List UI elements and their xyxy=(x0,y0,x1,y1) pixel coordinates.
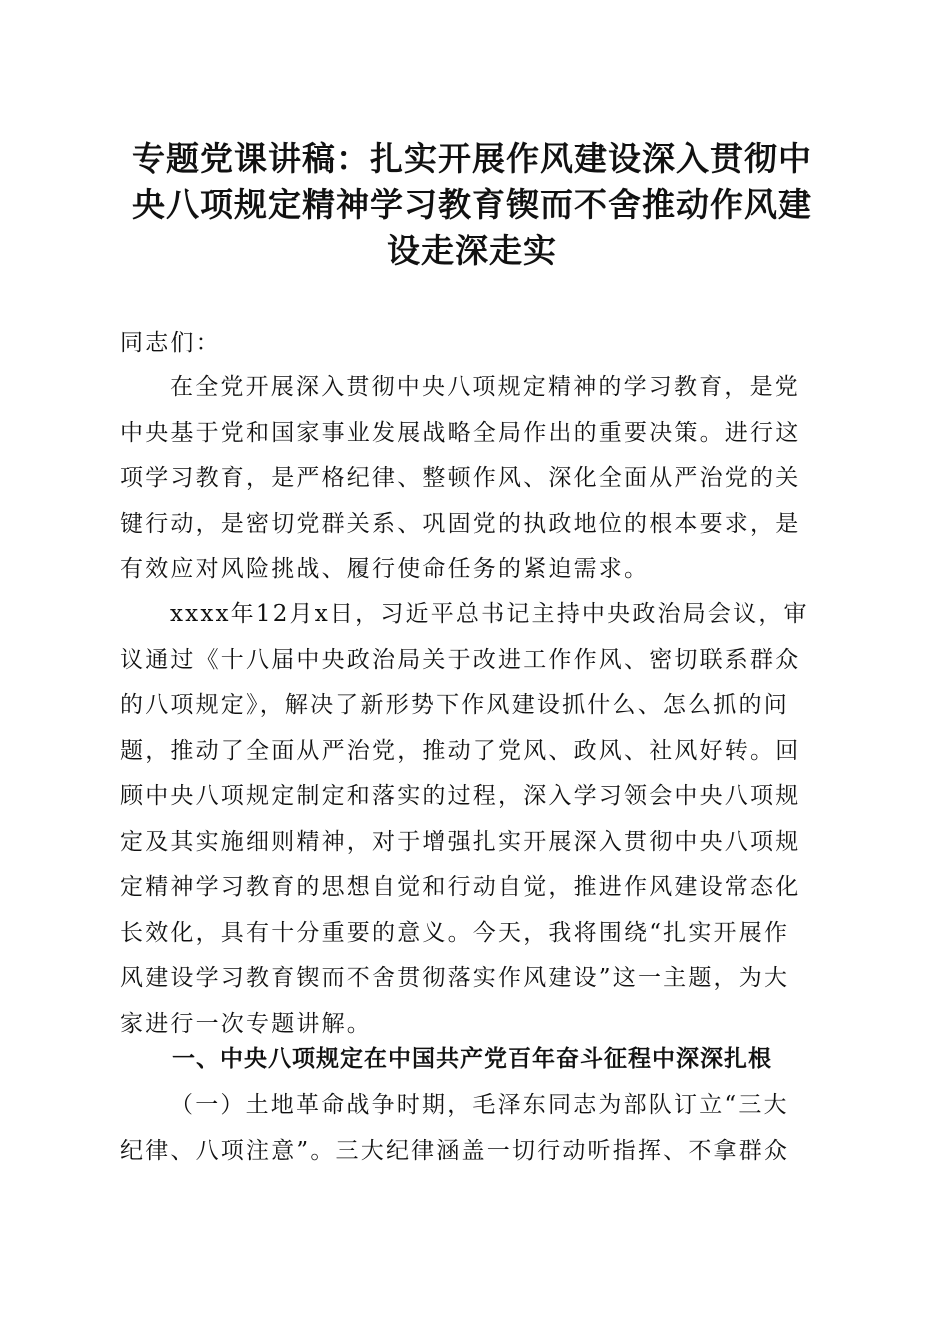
paragraph-line: 键行动，是密切党群关系、巩固党的执政地位的根本要求，是 xyxy=(120,510,801,537)
paragraph-line: 长效化，具有十分重要的意义。今天，我将围绕“扎实开展作 xyxy=(120,919,790,946)
paragraph-line: （一）土地革命战争时期，毛泽东同志为部队订立“三大 xyxy=(170,1092,789,1118)
greeting-text: 同志们： xyxy=(120,330,221,356)
paragraph-line: 在全党开展深入贯彻中央八项规定精神的学习教育，是党 xyxy=(170,374,800,400)
document-title xyxy=(120,136,824,274)
paragraph-background xyxy=(120,592,824,1047)
greeting xyxy=(120,321,824,367)
title-line: 专题党课讲稿：扎实开展作风建设深入贯彻中 xyxy=(132,139,812,178)
paragraph-line: 定及其实施细则精神，对于增强扎实开展深入贯彻中央八项规 xyxy=(120,828,801,855)
paragraph-line: 题，推动了全面从严治党，推动了党风、政风、社风好转。回 xyxy=(120,737,801,764)
paragraph-line: 有效应对风险挑战、履行使命任务的紧迫需求。 xyxy=(120,556,650,582)
paragraph-line: 的八项规定》，解决了新形势下作风建设抓什么、怎么抓的问 xyxy=(120,692,789,718)
paragraph-line: 中央基于党和国家事业发展战略全局作出的重要决策。进行这 xyxy=(120,419,801,446)
paragraph-line: xxxx年12月x日，习近平总书记主持中央政治局会议，审 xyxy=(170,601,809,627)
title-line: 央八项规定精神学习教育锲而不舍推动作风建 xyxy=(132,185,812,224)
paragraph-line: 定精神学习教育的思想自觉和行动自觉，推进作风建设常态化 xyxy=(120,874,801,900)
paragraph-line: 项学习教育，是严格纪律、整顿作风、深化全面从严治党的关 xyxy=(120,465,801,491)
title-line: 设走深走实 xyxy=(387,231,557,270)
paragraph-line: 家进行一次专题讲解。 xyxy=(120,1010,372,1037)
paragraph-section-1 xyxy=(120,1083,824,1174)
paragraph-line: 议通过《十八届中央政治局关于改进工作作风、密切联系群众 xyxy=(120,646,801,673)
paragraph-line: 风建设学习教育锲而不舍贯彻落实作风建设”这一主题，为大 xyxy=(120,965,790,991)
paragraph-intro xyxy=(120,365,824,593)
paragraph-line: 纪律、八项注意”。三大纪律涵盖一切行动听指挥、不拿群众 xyxy=(120,1137,790,1164)
paragraph-line: 顾中央八项规定制定和落实的过程，深入学习领会中央八项规 xyxy=(120,783,801,809)
section-heading-1: 一、中央八项规定在中国共产党百年奋斗征程中深深扎根 xyxy=(172,1046,772,1072)
